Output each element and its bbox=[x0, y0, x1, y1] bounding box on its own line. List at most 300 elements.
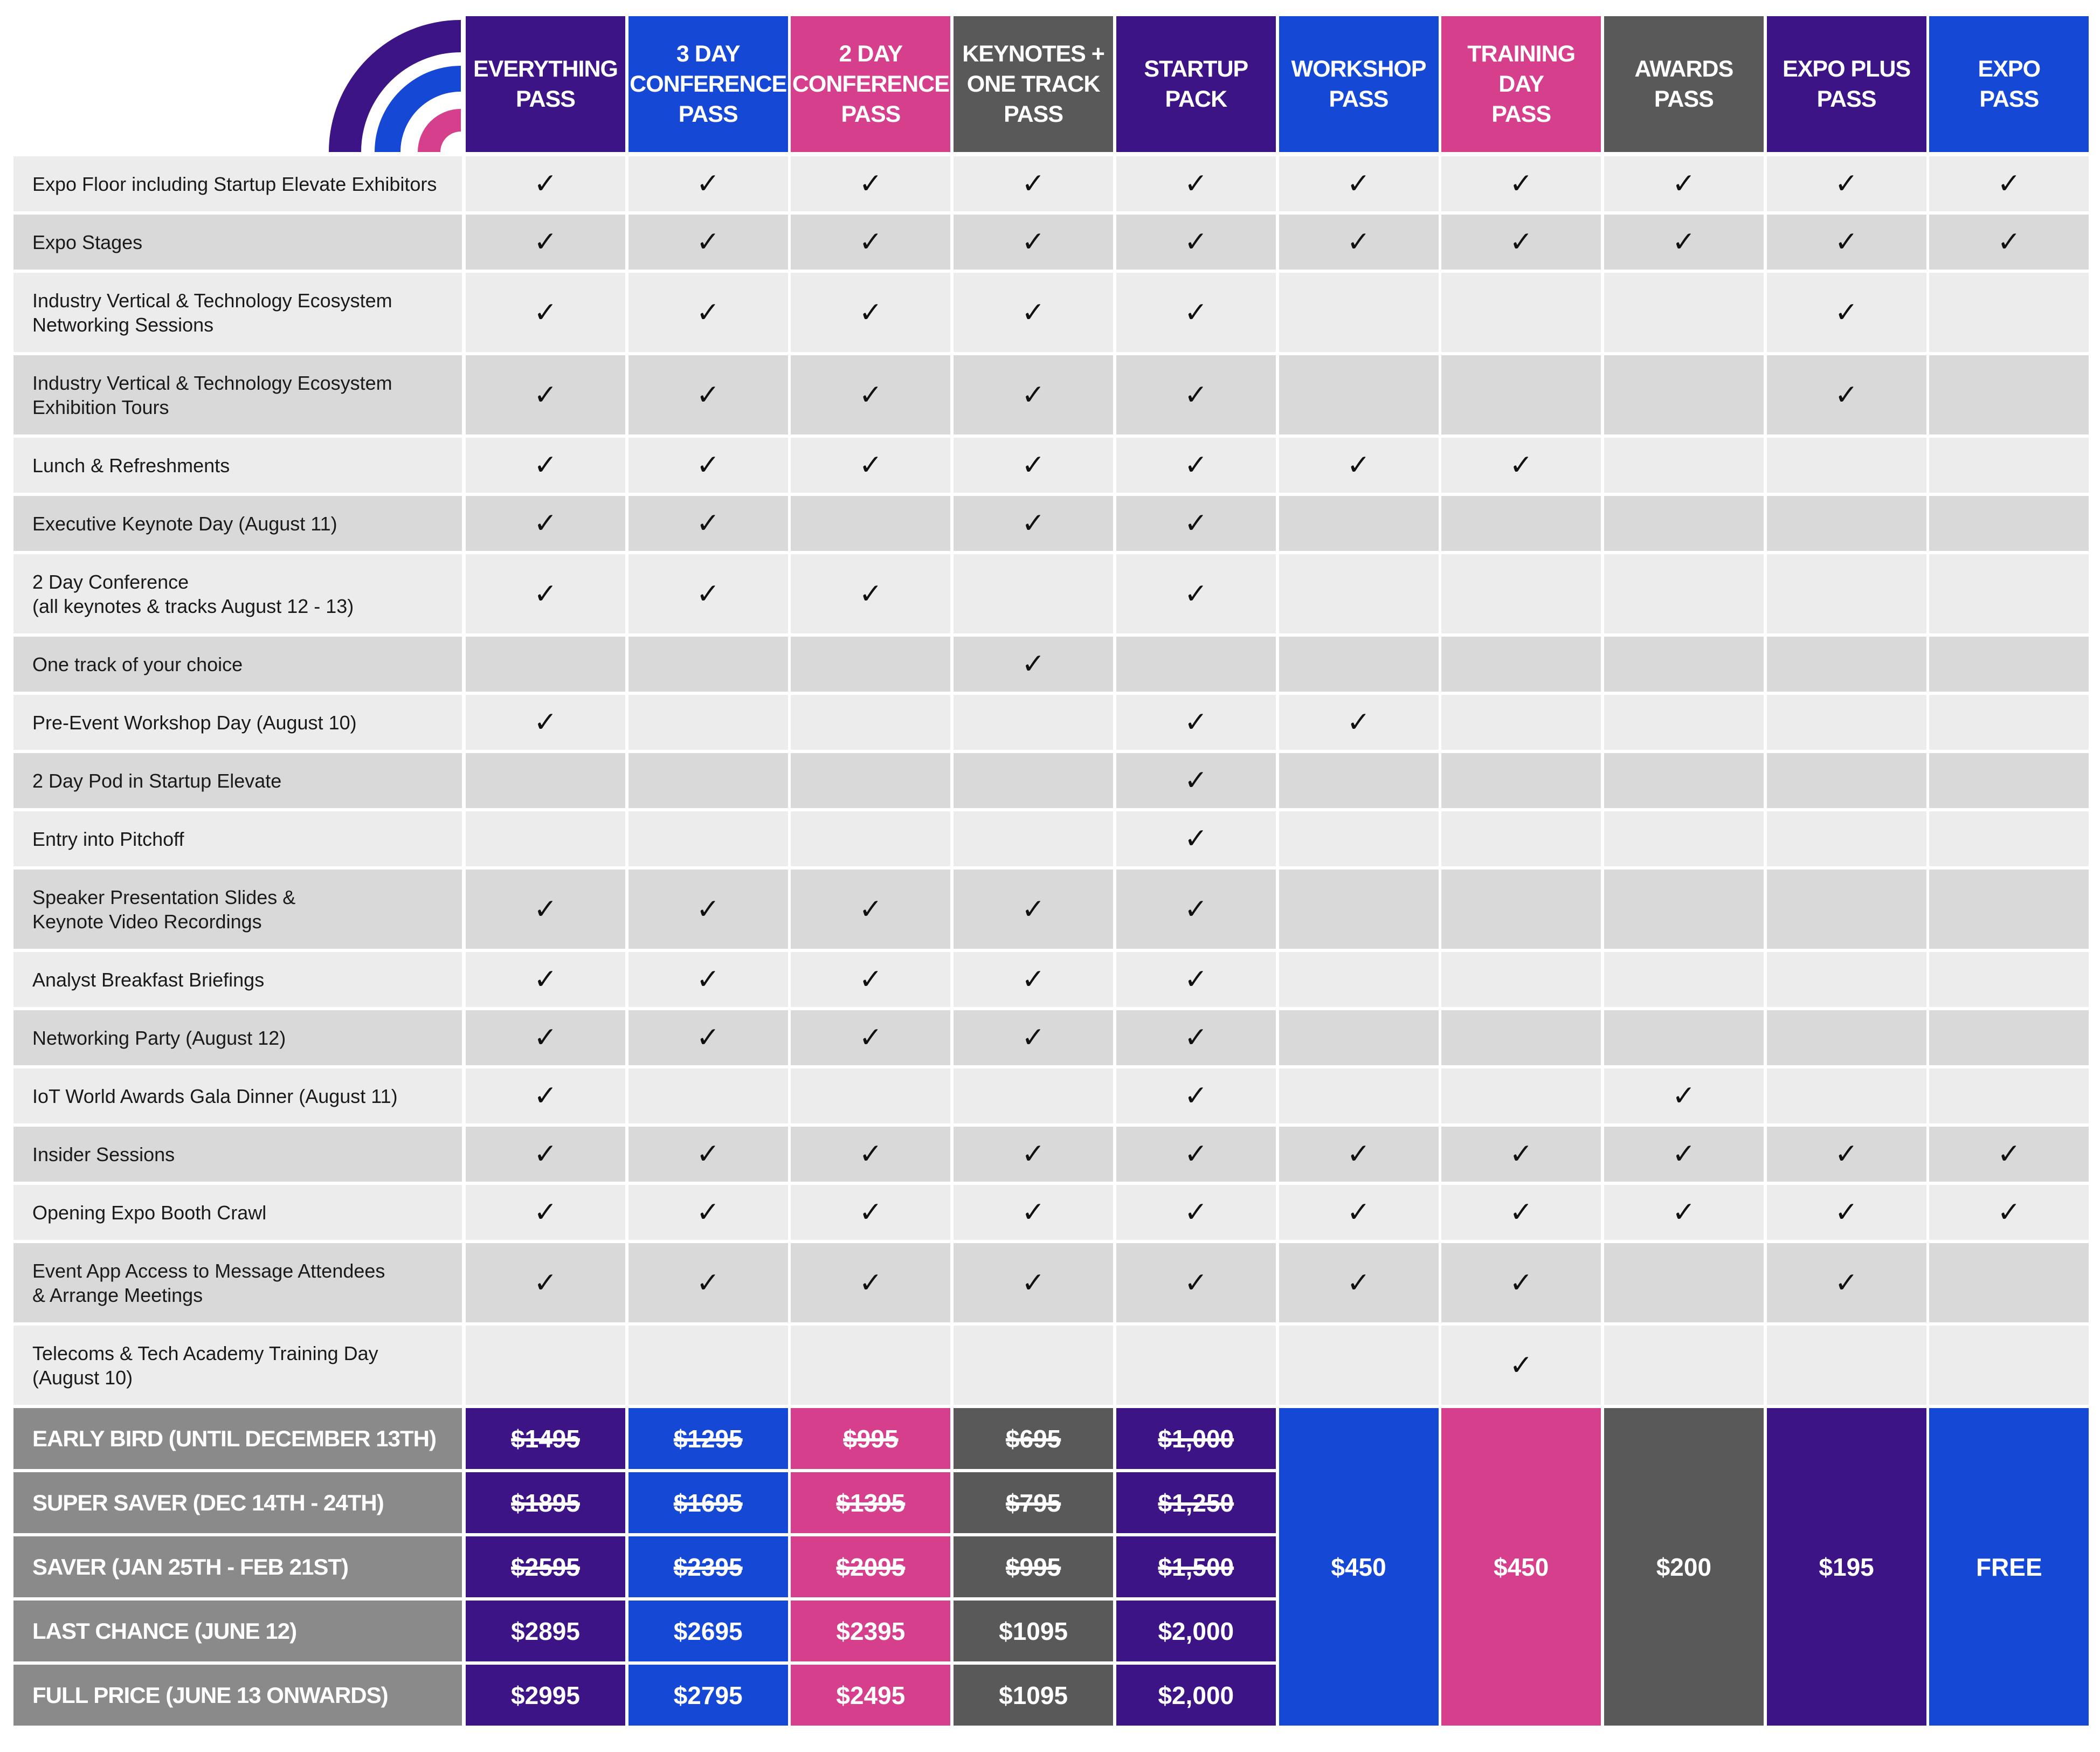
checkmark-icon: ✓ bbox=[1346, 706, 1371, 739]
feature-cell bbox=[1279, 695, 1439, 750]
feature-cell bbox=[466, 695, 625, 750]
feature-label-text: Insider Sessions bbox=[32, 1143, 175, 1165]
feature-cell bbox=[1767, 355, 1926, 434]
pass-header bbox=[1604, 16, 1764, 152]
checkmark-icon: ✓ bbox=[1021, 296, 1045, 329]
checkmark-icon: ✓ bbox=[1834, 1266, 1859, 1299]
flat-price-cell bbox=[1929, 1408, 2089, 1726]
price-value: $1095 bbox=[999, 1681, 1068, 1709]
feature-cell bbox=[466, 355, 625, 434]
feature-cell bbox=[791, 1185, 950, 1240]
checkmark-icon: ✓ bbox=[534, 963, 557, 996]
feature-label-text: Entry into Pitchoff bbox=[32, 827, 184, 850]
checkmark-icon: ✓ bbox=[859, 378, 883, 411]
feature-cell bbox=[628, 554, 788, 633]
price-cell bbox=[1116, 1408, 1276, 1469]
feature-cell bbox=[954, 355, 1113, 434]
feature-cell bbox=[466, 753, 625, 808]
checkmark-icon: ✓ bbox=[1834, 1196, 1859, 1229]
feature-cell bbox=[954, 1243, 1113, 1322]
feature-cell bbox=[466, 1243, 625, 1322]
checkmark-icon: ✓ bbox=[1184, 1266, 1208, 1299]
feature-label bbox=[13, 1243, 462, 1322]
checkmark-icon: ✓ bbox=[1834, 296, 1859, 329]
feature-cell bbox=[791, 1127, 950, 1182]
price-value: $795 bbox=[1005, 1488, 1061, 1517]
feature-label bbox=[13, 1185, 462, 1240]
price-tier-label: EARLY BIRD (UNTIL DECEMBER 13TH) bbox=[13, 1408, 462, 1469]
price-cell bbox=[791, 1601, 950, 1661]
feature-cell bbox=[1116, 952, 1276, 1007]
checkmark-icon: ✓ bbox=[1021, 1022, 1045, 1054]
feature-cell bbox=[1441, 496, 1601, 551]
feature-cell bbox=[1116, 870, 1276, 949]
feature-cell bbox=[1441, 438, 1601, 493]
checkmark-icon: ✓ bbox=[859, 963, 883, 996]
feature-cell bbox=[628, 695, 788, 750]
checkmark-icon: ✓ bbox=[1184, 378, 1208, 411]
feature-cell bbox=[954, 753, 1113, 808]
feature-cell bbox=[1441, 1185, 1601, 1240]
feature-cell bbox=[466, 496, 625, 551]
feature-cell bbox=[1604, 1185, 1764, 1240]
price-value: $995 bbox=[1005, 1553, 1061, 1581]
feature-label bbox=[13, 554, 462, 633]
price-value: $1,000 bbox=[1158, 1424, 1234, 1453]
checkmark-icon: ✓ bbox=[1997, 1138, 2021, 1170]
feature-cell bbox=[791, 1068, 950, 1123]
feature-cell bbox=[1441, 1243, 1601, 1322]
checkmark-icon: ✓ bbox=[1509, 449, 1533, 481]
checkmark-icon: ✓ bbox=[1672, 1138, 1696, 1170]
price-value: $1695 bbox=[673, 1488, 743, 1517]
checkmark-icon: ✓ bbox=[534, 226, 557, 258]
checkmark-icon: ✓ bbox=[1184, 296, 1208, 329]
feature-cell bbox=[628, 438, 788, 493]
feature-cell bbox=[628, 637, 788, 692]
feature-cell bbox=[1604, 554, 1764, 633]
price-cell bbox=[466, 1536, 625, 1597]
checkmark-icon: ✓ bbox=[696, 1138, 720, 1170]
feature-cell bbox=[1929, 355, 2089, 434]
checkmark-icon: ✓ bbox=[1509, 1196, 1533, 1229]
price-value: $695 bbox=[1005, 1424, 1061, 1453]
feature-cell bbox=[466, 637, 625, 692]
feature-cell bbox=[1767, 1010, 1926, 1065]
feature-cell bbox=[1279, 1068, 1439, 1123]
pass-header bbox=[1441, 16, 1601, 152]
pass-header bbox=[628, 16, 788, 152]
feature-cell bbox=[1604, 637, 1764, 692]
flat-price-value: $200 bbox=[1656, 1553, 1712, 1581]
feature-cell bbox=[1604, 1068, 1764, 1123]
feature-cell bbox=[1116, 753, 1276, 808]
checkmark-icon: ✓ bbox=[859, 1022, 883, 1054]
feature-cell bbox=[1929, 273, 2089, 352]
feature-cell bbox=[466, 1010, 625, 1065]
checkmark-icon: ✓ bbox=[696, 378, 720, 411]
pass-header bbox=[1279, 16, 1439, 152]
checkmark-icon: ✓ bbox=[696, 1196, 720, 1229]
price-cell bbox=[954, 1665, 1113, 1726]
pass-header-label: 3 DAY CONFERENCE PASS bbox=[630, 41, 787, 127]
feature-cell bbox=[1279, 753, 1439, 808]
feature-cell bbox=[628, 1068, 788, 1123]
feature-cell bbox=[1767, 554, 1926, 633]
checkmark-icon: ✓ bbox=[534, 378, 557, 411]
feature-cell bbox=[1604, 811, 1764, 866]
feature-cell bbox=[628, 496, 788, 551]
checkmark-icon: ✓ bbox=[534, 1080, 557, 1112]
feature-label-text: Pre-Event Workshop Day (August 10) bbox=[32, 711, 357, 734]
checkmark-icon: ✓ bbox=[696, 168, 720, 200]
feature-cell bbox=[1116, 156, 1276, 211]
checkmark-icon: ✓ bbox=[1021, 963, 1045, 996]
pass-header bbox=[954, 16, 1113, 152]
price-value: $2095 bbox=[836, 1553, 906, 1581]
price-cell bbox=[791, 1665, 950, 1726]
feature-cell bbox=[1604, 1326, 1764, 1405]
checkmark-icon: ✓ bbox=[1346, 449, 1371, 481]
price-cell bbox=[466, 1665, 625, 1726]
checkmark-icon: ✓ bbox=[1672, 1080, 1696, 1112]
price-tier-label: SAVER (JAN 25TH - FEB 21ST) bbox=[13, 1536, 462, 1597]
feature-cell bbox=[954, 1127, 1113, 1182]
feature-cell bbox=[791, 637, 950, 692]
feature-cell bbox=[1441, 355, 1601, 434]
feature-cell bbox=[1767, 1127, 1926, 1182]
feature-cell bbox=[1767, 156, 1926, 211]
feature-cell bbox=[1441, 637, 1601, 692]
feature-cell bbox=[1116, 1185, 1276, 1240]
feature-cell bbox=[1441, 215, 1601, 270]
checkmark-icon: ✓ bbox=[859, 577, 883, 610]
feature-cell bbox=[791, 438, 950, 493]
checkmark-icon: ✓ bbox=[1021, 226, 1045, 258]
checkmark-icon: ✓ bbox=[1184, 706, 1208, 739]
checkmark-icon: ✓ bbox=[534, 893, 557, 926]
feature-cell bbox=[1279, 273, 1439, 352]
price-tier-label: LAST CHANCE (JUNE 12) bbox=[13, 1601, 462, 1661]
checkmark-icon: ✓ bbox=[1346, 1266, 1371, 1299]
pass-header-label: EXPO PASS bbox=[1978, 56, 2041, 112]
feature-cell bbox=[1929, 1127, 2089, 1182]
price-cell bbox=[791, 1472, 950, 1533]
feature-cell bbox=[954, 1068, 1113, 1123]
feature-cell bbox=[1441, 1127, 1601, 1182]
price-tier-label: FULL PRICE (JUNE 13 ONWARDS) bbox=[13, 1665, 462, 1726]
checkmark-icon: ✓ bbox=[859, 1138, 883, 1170]
checkmark-icon: ✓ bbox=[696, 507, 720, 540]
checkmark-icon: ✓ bbox=[1184, 577, 1208, 610]
pass-header bbox=[1929, 16, 2089, 152]
feature-label bbox=[13, 1127, 462, 1182]
checkmark-icon: ✓ bbox=[1672, 168, 1696, 200]
checkmark-icon: ✓ bbox=[1509, 226, 1533, 258]
feature-cell bbox=[466, 554, 625, 633]
feature-cell bbox=[1279, 156, 1439, 211]
checkmark-icon: ✓ bbox=[1834, 226, 1859, 258]
feature-cell bbox=[1929, 952, 2089, 1007]
feature-cell bbox=[1767, 1326, 1926, 1405]
feature-label-text: Executive Keynote Day (August 11) bbox=[32, 512, 337, 535]
feature-label-text: 2 Day Pod in Startup Elevate bbox=[32, 769, 282, 792]
checkmark-icon: ✓ bbox=[534, 1196, 557, 1229]
feature-cell bbox=[1116, 215, 1276, 270]
feature-label-text: Speaker Presentation Slides & Keynote Video Recordings bbox=[32, 886, 296, 933]
feature-cell bbox=[1604, 1010, 1764, 1065]
price-cell bbox=[954, 1536, 1113, 1597]
feature-cell bbox=[791, 496, 950, 551]
checkmark-icon: ✓ bbox=[1672, 1196, 1696, 1229]
feature-label-text: IoT World Awards Gala Dinner (August 11) bbox=[32, 1085, 398, 1107]
flat-price-cell bbox=[1767, 1408, 1926, 1726]
feature-cell bbox=[1116, 273, 1276, 352]
price-value: $2495 bbox=[836, 1681, 906, 1709]
checkmark-icon: ✓ bbox=[859, 893, 883, 926]
feature-label-text: Lunch & Refreshments bbox=[32, 454, 230, 477]
flat-price-cell bbox=[1279, 1408, 1439, 1726]
feature-cell bbox=[954, 952, 1113, 1007]
feature-cell bbox=[1279, 1010, 1439, 1065]
feature-cell bbox=[1279, 554, 1439, 633]
feature-cell bbox=[1279, 496, 1439, 551]
pass-header bbox=[466, 16, 625, 152]
price-value: $2895 bbox=[511, 1617, 580, 1645]
flat-price-cell bbox=[1604, 1408, 1764, 1726]
feature-cell bbox=[791, 156, 950, 211]
feature-cell bbox=[628, 215, 788, 270]
feature-cell bbox=[1604, 695, 1764, 750]
feature-cell bbox=[1767, 273, 1926, 352]
checkmark-icon: ✓ bbox=[1346, 1138, 1371, 1170]
feature-cell bbox=[1767, 1068, 1926, 1123]
price-cell bbox=[1116, 1472, 1276, 1533]
checkmark-icon: ✓ bbox=[859, 296, 883, 329]
feature-cell bbox=[1929, 1068, 2089, 1123]
checkmark-icon: ✓ bbox=[1021, 449, 1045, 481]
price-value: $1,500 bbox=[1158, 1553, 1234, 1581]
feature-cell bbox=[1279, 355, 1439, 434]
price-cell bbox=[628, 1601, 788, 1661]
feature-cell bbox=[791, 1243, 950, 1322]
feature-cell bbox=[1767, 753, 1926, 808]
pass-header-label: 2 DAY CONFERENCE PASS bbox=[792, 41, 949, 127]
checkmark-icon: ✓ bbox=[1184, 1138, 1208, 1170]
price-value: $2795 bbox=[673, 1681, 743, 1709]
checkmark-icon: ✓ bbox=[1834, 378, 1859, 411]
checkmark-icon: ✓ bbox=[534, 1266, 557, 1299]
pass-header bbox=[1116, 16, 1276, 152]
feature-cell bbox=[1279, 637, 1439, 692]
pass-header bbox=[791, 16, 950, 152]
feature-cell bbox=[791, 355, 950, 434]
feature-cell bbox=[1116, 355, 1276, 434]
feature-cell bbox=[628, 1243, 788, 1322]
feature-label bbox=[13, 637, 462, 692]
feature-cell bbox=[1929, 1326, 2089, 1405]
feature-cell bbox=[1929, 811, 2089, 866]
feature-cell bbox=[954, 870, 1113, 949]
checkmark-icon: ✓ bbox=[696, 449, 720, 481]
checkmark-icon: ✓ bbox=[696, 1266, 720, 1299]
feature-cell bbox=[1767, 870, 1926, 949]
price-cell bbox=[628, 1408, 788, 1469]
price-value: $1095 bbox=[999, 1617, 1068, 1645]
feature-cell bbox=[1279, 1243, 1439, 1322]
price-cell bbox=[1116, 1536, 1276, 1597]
checkmark-icon: ✓ bbox=[534, 296, 557, 329]
feature-label bbox=[13, 438, 462, 493]
feature-cell bbox=[1604, 1243, 1764, 1322]
feature-cell bbox=[954, 273, 1113, 352]
feature-label bbox=[13, 1326, 462, 1405]
feature-cell bbox=[791, 811, 950, 866]
feature-cell bbox=[1604, 952, 1764, 1007]
feature-cell bbox=[1929, 215, 2089, 270]
feature-label bbox=[13, 496, 462, 551]
price-value: $995 bbox=[843, 1424, 899, 1453]
feature-cell bbox=[1441, 695, 1601, 750]
feature-cell bbox=[1116, 1243, 1276, 1322]
feature-cell bbox=[1116, 1068, 1276, 1123]
feature-cell bbox=[954, 637, 1113, 692]
feature-cell bbox=[1767, 952, 1926, 1007]
price-value: $2,000 bbox=[1158, 1681, 1234, 1709]
feature-label bbox=[13, 811, 462, 866]
feature-cell bbox=[1116, 1326, 1276, 1405]
feature-cell bbox=[1929, 156, 2089, 211]
checkmark-icon: ✓ bbox=[534, 507, 557, 540]
feature-cell bbox=[466, 273, 625, 352]
checkmark-icon: ✓ bbox=[1184, 1022, 1208, 1054]
feature-cell bbox=[628, 1185, 788, 1240]
price-cell bbox=[1116, 1665, 1276, 1726]
checkmark-icon: ✓ bbox=[1021, 1138, 1045, 1170]
feature-cell bbox=[791, 870, 950, 949]
checkmark-icon: ✓ bbox=[534, 168, 557, 200]
pass-header-label: WORKSHOP PASS bbox=[1291, 56, 1426, 112]
feature-cell bbox=[1279, 438, 1439, 493]
checkmark-icon: ✓ bbox=[696, 963, 720, 996]
pass-header-label: STARTUP PACK bbox=[1144, 56, 1248, 112]
feature-label-text: Telecoms & Tech Academy Training Day (August 10) bbox=[32, 1342, 378, 1389]
feature-cell bbox=[791, 273, 950, 352]
feature-cell bbox=[791, 695, 950, 750]
checkmark-icon: ✓ bbox=[534, 449, 557, 481]
price-tier-label: SUPER SAVER (DEC 14TH - 24TH) bbox=[13, 1472, 462, 1533]
feature-cell bbox=[1116, 1010, 1276, 1065]
price-cell bbox=[466, 1601, 625, 1661]
pass-header-label: TRAINING DAY PASS bbox=[1467, 41, 1576, 127]
feature-cell bbox=[1929, 1243, 2089, 1322]
checkmark-icon: ✓ bbox=[534, 706, 557, 739]
feature-cell bbox=[1116, 811, 1276, 866]
feature-cell bbox=[628, 355, 788, 434]
feature-cell bbox=[791, 753, 950, 808]
feature-cell bbox=[1767, 637, 1926, 692]
feature-cell bbox=[1116, 554, 1276, 633]
checkmark-icon: ✓ bbox=[1997, 1196, 2021, 1229]
feature-cell bbox=[791, 1010, 950, 1065]
feature-cell bbox=[954, 1010, 1113, 1065]
price-cell bbox=[954, 1601, 1113, 1661]
checkmark-icon: ✓ bbox=[1021, 168, 1045, 200]
checkmark-icon: ✓ bbox=[1834, 168, 1859, 200]
feature-cell bbox=[1279, 811, 1439, 866]
checkmark-icon: ✓ bbox=[859, 168, 883, 200]
checkmark-icon: ✓ bbox=[1997, 168, 2021, 200]
checkmark-icon: ✓ bbox=[1346, 1196, 1371, 1229]
price-value: $1495 bbox=[511, 1424, 580, 1453]
feature-cell bbox=[466, 1326, 625, 1405]
flat-price-value: FREE bbox=[1975, 1553, 2042, 1581]
feature-cell bbox=[1767, 811, 1926, 866]
checkmark-icon: ✓ bbox=[1021, 378, 1045, 411]
feature-cell bbox=[466, 1068, 625, 1123]
feature-cell bbox=[628, 952, 788, 1007]
feature-cell bbox=[1767, 695, 1926, 750]
checkmark-icon: ✓ bbox=[1184, 1196, 1208, 1229]
pass-header bbox=[1767, 16, 1926, 152]
feature-cell bbox=[1441, 811, 1601, 866]
feature-cell bbox=[1767, 496, 1926, 551]
feature-cell bbox=[1279, 215, 1439, 270]
feature-cell bbox=[1116, 438, 1276, 493]
price-value: $2695 bbox=[673, 1617, 743, 1645]
price-value: $1895 bbox=[511, 1488, 580, 1517]
price-value: $1,250 bbox=[1158, 1488, 1234, 1517]
feature-cell bbox=[954, 215, 1113, 270]
checkmark-icon: ✓ bbox=[1184, 1080, 1208, 1112]
feature-cell bbox=[1604, 870, 1764, 949]
feature-cell bbox=[466, 156, 625, 211]
checkmark-icon: ✓ bbox=[859, 226, 883, 258]
feature-cell bbox=[466, 1127, 625, 1182]
feature-cell bbox=[954, 496, 1113, 551]
price-cell bbox=[466, 1408, 625, 1469]
price-value: $1395 bbox=[836, 1488, 906, 1517]
feature-label-text: Analyst Breakfast Briefings bbox=[32, 968, 265, 991]
feature-label-text: Industry Vertical & Technology Ecosystem Exhibition Tours bbox=[32, 371, 392, 418]
feature-cell bbox=[1604, 438, 1764, 493]
feature-cell bbox=[466, 811, 625, 866]
feature-cell bbox=[628, 870, 788, 949]
checkmark-icon: ✓ bbox=[696, 893, 720, 926]
feature-cell bbox=[1441, 554, 1601, 633]
checkmark-icon: ✓ bbox=[534, 1022, 557, 1054]
feature-cell bbox=[1279, 952, 1439, 1007]
feature-cell bbox=[1604, 355, 1764, 434]
feature-cell bbox=[466, 1185, 625, 1240]
feature-cell bbox=[1767, 215, 1926, 270]
feature-cell bbox=[954, 695, 1113, 750]
price-cell bbox=[466, 1472, 625, 1533]
feature-cell bbox=[628, 273, 788, 352]
feature-cell bbox=[466, 952, 625, 1007]
feature-cell bbox=[1604, 215, 1764, 270]
feature-cell bbox=[1767, 1243, 1926, 1322]
checkmark-icon: ✓ bbox=[1021, 893, 1045, 926]
feature-cell bbox=[1279, 1127, 1439, 1182]
flat-price-value: $450 bbox=[1494, 1553, 1549, 1581]
price-cell bbox=[791, 1536, 950, 1597]
price-cell bbox=[954, 1408, 1113, 1469]
feature-label-text: One track of your choice bbox=[32, 653, 243, 675]
feature-cell bbox=[791, 554, 950, 633]
price-cell bbox=[954, 1472, 1113, 1533]
checkmark-icon: ✓ bbox=[534, 1138, 557, 1170]
